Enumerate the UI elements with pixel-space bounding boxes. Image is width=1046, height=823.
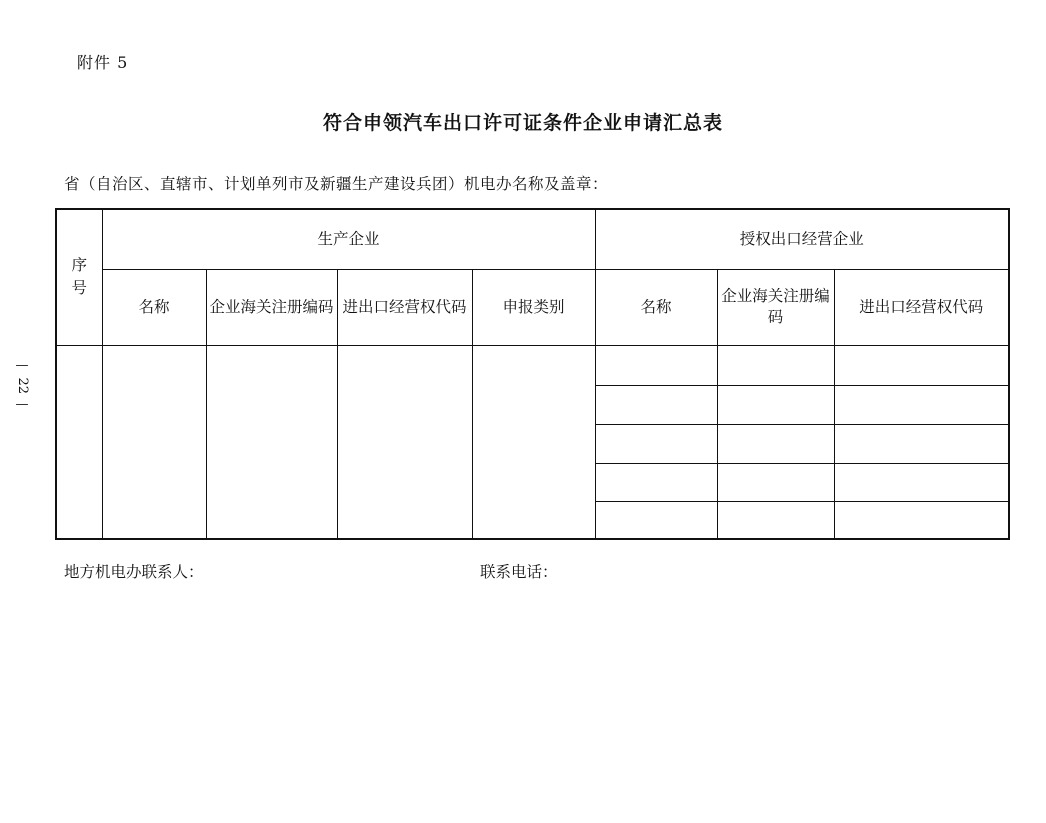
authorized-trade-right-code-cell[interactable] xyxy=(834,345,1009,385)
authorized-name-cell[interactable] xyxy=(595,501,717,539)
authorized-trade-right-code-cell[interactable] xyxy=(834,463,1009,501)
authorized-customs-code-cell[interactable] xyxy=(717,385,834,424)
authorized-trade-right-code-cell[interactable] xyxy=(834,501,1009,539)
production-name-cell[interactable] xyxy=(102,345,206,539)
authorized-trade-right-code-cell[interactable] xyxy=(834,385,1009,424)
page-number: — 22 — xyxy=(14,358,30,413)
authorized-customs-code-cell[interactable] xyxy=(717,424,834,463)
production-col-trade-right-code: 进出口经营权代码 xyxy=(337,269,472,345)
authorized-name-cell[interactable] xyxy=(595,424,717,463)
authorized-group-header: 授权出口经营企业 xyxy=(595,209,1009,269)
production-col-name: 名称 xyxy=(102,269,206,345)
production-category-cell[interactable] xyxy=(472,345,595,539)
authorized-customs-code-cell[interactable] xyxy=(717,345,834,385)
authorized-trade-right-code-cell[interactable] xyxy=(834,424,1009,463)
production-trade-right-code-cell[interactable] xyxy=(337,345,472,539)
page-number-value: 22 xyxy=(14,377,30,394)
authorized-col-customs-code: 企业海关注册编码 xyxy=(717,269,834,345)
production-col-category: 申报类别 xyxy=(472,269,595,345)
authorized-customs-code-cell[interactable] xyxy=(717,501,834,539)
contact-person-label: 地方机电办联系人： xyxy=(64,563,204,581)
authorized-name-cell[interactable] xyxy=(595,463,717,501)
production-customs-code-cell[interactable] xyxy=(206,345,337,539)
authorized-col-name: 名称 xyxy=(595,269,717,345)
authorized-name-cell[interactable] xyxy=(595,385,717,424)
annex-label: 附件 5 xyxy=(77,53,129,72)
seq-cell[interactable] xyxy=(56,345,102,539)
page-title: 符合申领汽车出口许可证条件企业申请汇总表 xyxy=(322,112,723,134)
authorized-name-cell[interactable] xyxy=(595,345,717,385)
table-row xyxy=(56,345,1009,385)
contact-phone-label: 联系电话： xyxy=(480,563,558,581)
header-row-2 xyxy=(56,269,1009,345)
seq-header: 序号 xyxy=(71,256,87,298)
authorized-customs-code-cell[interactable] xyxy=(717,463,834,501)
office-name-line: 省（自治区、直辖市、计划单列市及新疆生产建设兵团）机电办名称及盖章： xyxy=(64,175,609,193)
summary-table xyxy=(55,208,1010,540)
production-group-header: 生产企业 xyxy=(102,209,595,269)
production-col-customs-code: 企业海关注册编码 xyxy=(206,269,337,345)
authorized-col-trade-right-code: 进出口经营权代码 xyxy=(834,269,1009,345)
header-row-1 xyxy=(56,209,1009,269)
seq-header-cell xyxy=(56,209,102,345)
